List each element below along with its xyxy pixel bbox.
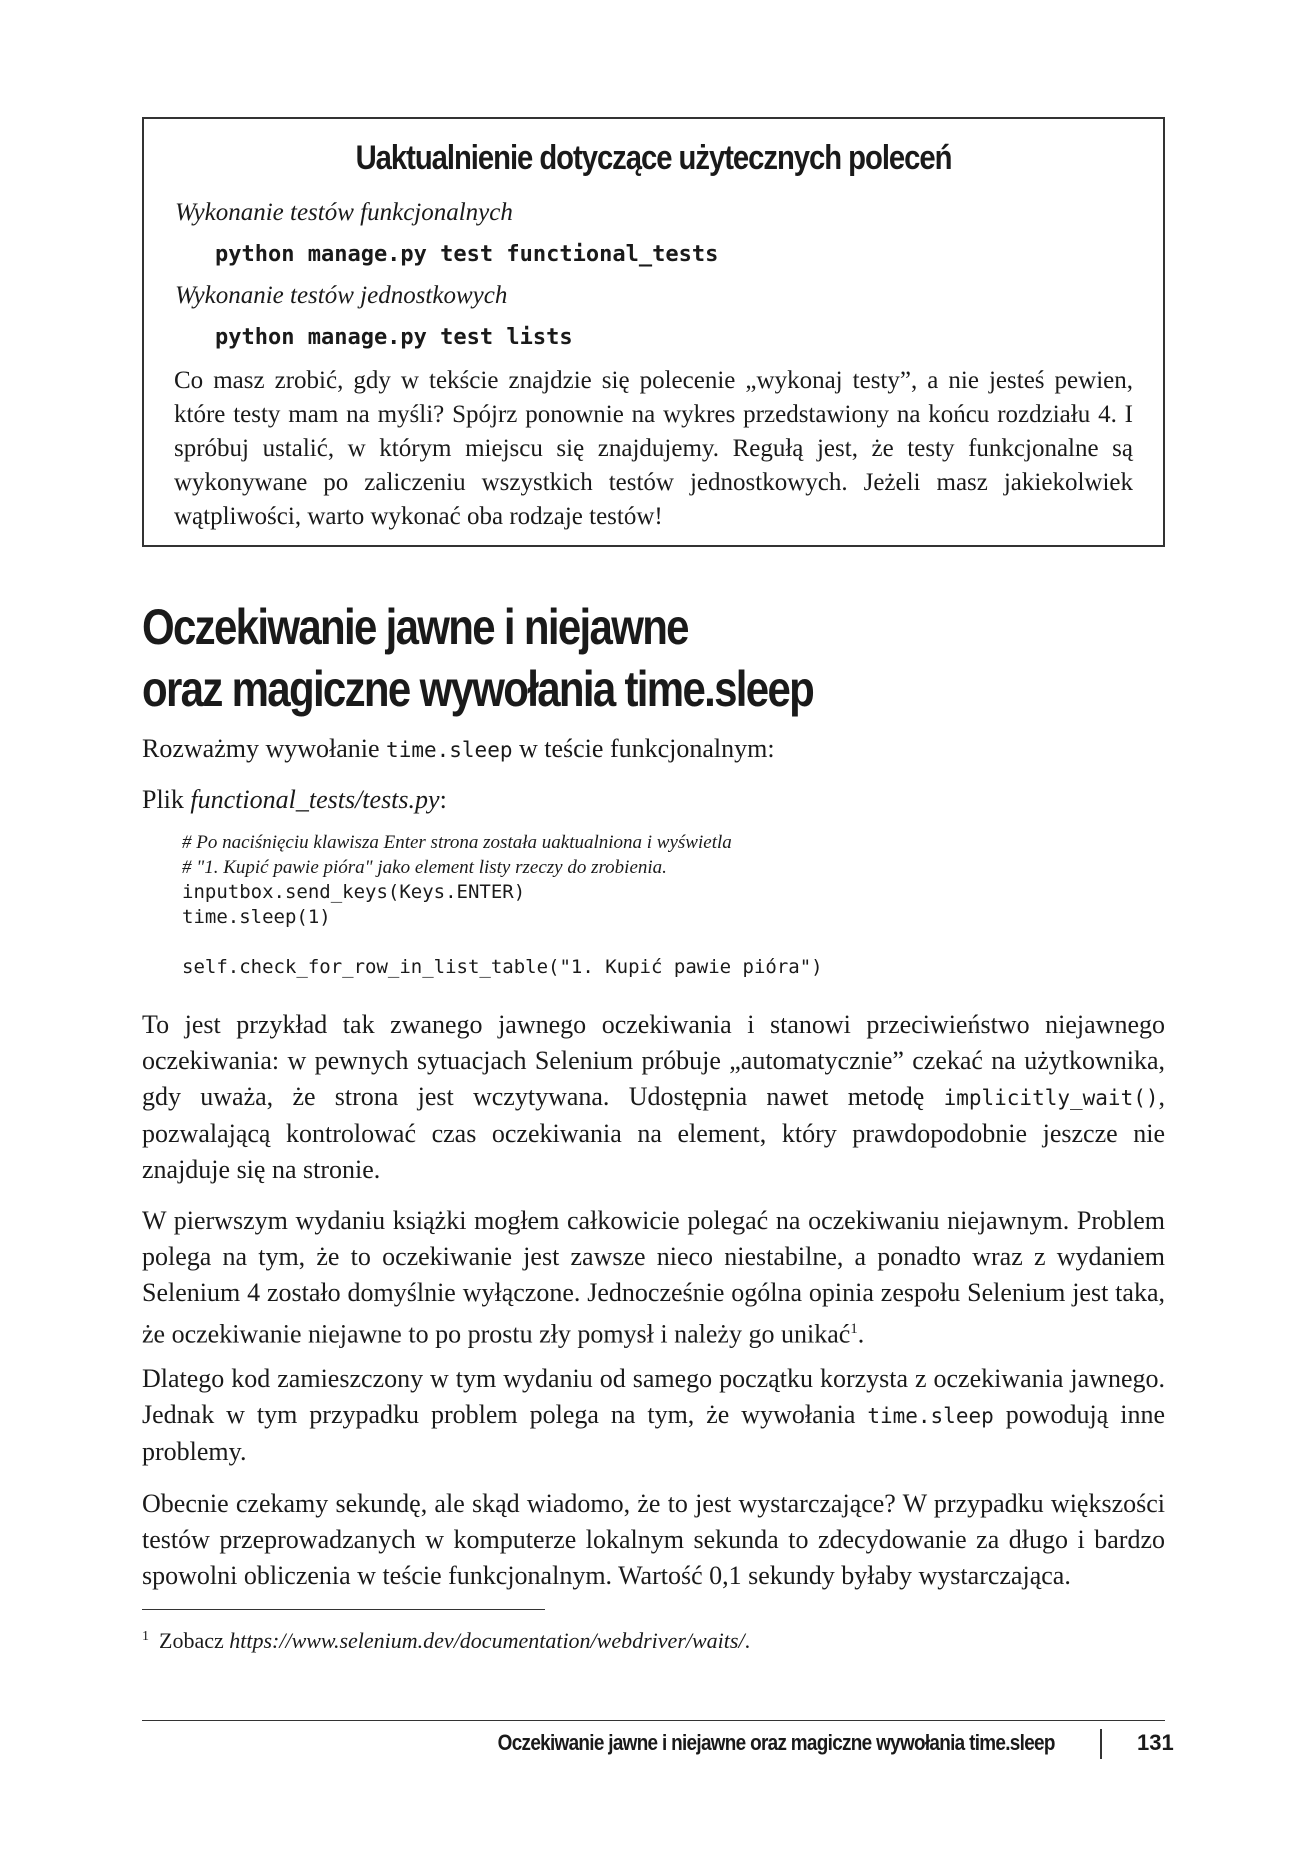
code-blank-line xyxy=(182,930,823,955)
running-footer-title: Oczekiwanie jawne i niejawne oraz magiczne wywołania time.sleep xyxy=(497,1730,1055,1755)
file-label-prefix: Plik xyxy=(142,785,191,814)
code-listing xyxy=(182,830,823,980)
paragraph-text: Dlatego kod zamieszczony w tym wydaniu od samego początku korzysta z oczekiwania jawnego. Jednak w tym przypadku problem polega na tym, że wywołania xyxy=(142,1364,1165,1429)
footnote xyxy=(142,1628,750,1654)
paragraph-text: To jest przykład tak zwanego jawnego oczekiwania i stanowi przeciwieństwo niejawnego oczekiwania: w pewnych sytuacjach Selenium próbuje „automatycznie” czekać na użytkownika, gdy uważa, że strona jest wczytywana. Udostępnia nawet metodę xyxy=(142,1010,1165,1111)
section-heading xyxy=(142,596,898,720)
footer-separator xyxy=(1100,1729,1102,1759)
paragraph-text: W pierwszym wydaniu książki mogłem całkowicie polegać na oczekiwaniu niejawnym. Problem polega na tym, że to oczekiwanie jest zawsze nieco niestabilne, a ponadto wraz z wydaniem Selenium 4 zostało domyślnie wyłączone. Jednocześnie ogólna opinia zespołu Selenium jest taka, że oczekiwanie niejawne to po prostu zły pomysł i należy go unikać xyxy=(142,1206,1165,1349)
inline-code-implicitly-wait: implicitly_wait() xyxy=(943,1086,1159,1110)
code-line: self.check_for_row_in_list_table("1. Kupić pawie pióra") xyxy=(182,956,823,978)
intro-text-end: w teście funkcjonalnym: xyxy=(512,734,775,763)
file-label xyxy=(142,782,1165,818)
code-line: time.sleep(1) xyxy=(182,906,331,928)
sidebar-title: Uaktualnienie dotyczące użytecznych poleceń xyxy=(355,139,952,177)
paragraph-text: , pozwalającą kontrolować czas oczekiwania na element, który prawdopodobnie jeszcze nie znajduje się na stronie. xyxy=(142,1082,1165,1184)
code-line: inputbox.send_keys(Keys.ENTER) xyxy=(182,881,526,903)
sidebar-box xyxy=(142,117,1165,547)
page-number: 131 xyxy=(1137,1730,1174,1755)
footnote-prefix: Zobacz xyxy=(159,1628,230,1653)
section-heading-line1: Oczekiwanie jawne i niejawne xyxy=(142,599,688,655)
paragraph-one-second: Obecnie czekamy sekundę, ale skąd wiadomo, że to jest wystarczające? W przypadku większości testów przeprowadzanych w komputerze lokalnym sekunda to zdecydowanie za długo i bardzo spowolni obliczenia w teście funkcjonalnym. Wartość 0,1 sekundy byłaby wystarczająca. xyxy=(142,1489,1165,1590)
label-functional-tests: Wykonanie testów funkcjonalnych xyxy=(175,199,513,226)
label-unit-tests: Wykonanie testów jednostkowych xyxy=(175,282,508,309)
paragraph-text: powodują inne problemy. xyxy=(142,1400,1165,1466)
command-functional-tests: python manage.py test functional_tests xyxy=(215,242,719,267)
footer-divider xyxy=(142,1720,1165,1721)
paragraph-text: . xyxy=(857,1319,865,1349)
footnote-divider xyxy=(142,1609,545,1610)
paragraph-explicit-wait xyxy=(142,1007,1165,1188)
footnote-reference[interactable]: 1 xyxy=(850,1321,858,1337)
footnote-suffix: . xyxy=(744,1628,751,1653)
code-comment: # "1. Kupić pawie pióra" jako element listy rzeczy do zrobienia. xyxy=(182,857,667,878)
inline-code-time-sleep: time.sleep xyxy=(867,1404,994,1428)
code-comment: # Po naciśnięciu klawisza Enter strona została uaktualniona i wyświetla xyxy=(182,832,732,853)
sidebar-body: Co masz zrobić, gdy w tekście znajdzie się polecenie „wykonaj testy”, a nie jesteś pewien, które testy mam na myśli? Spójrz ponownie na wykres przedstawiony na końcu rozdziału 4. I spróbuj ustalić, w którym miejscu się znajdujemy. Regułą jest, że testy funkcjonalne są wykonywane po zaliczeniu wszystkich testów jednostkowych. Jeżeli masz jakiekolwiek wątpliwości, warto wykonać oba rodzaje testów! xyxy=(174,367,1133,530)
file-path: functional_tests/tests.py xyxy=(190,785,440,814)
footnote-link[interactable]: https://www.selenium.dev/documentation/webdriver/waits/ xyxy=(229,1628,745,1653)
paragraph-time-sleep-problems xyxy=(142,1361,1165,1470)
section-heading-line2: oraz magiczne wywołania time.sleep xyxy=(142,661,814,717)
intro-text: Rozważmy wywołanie xyxy=(142,734,387,763)
intro-paragraph xyxy=(142,731,1165,768)
paragraph-first-edition xyxy=(142,1203,1165,1353)
inline-code-time-sleep: time.sleep xyxy=(386,738,513,762)
footnote-number: 1 xyxy=(142,1628,149,1644)
file-label-suffix: : xyxy=(439,785,447,814)
command-unit-tests: python manage.py test lists xyxy=(215,325,573,350)
